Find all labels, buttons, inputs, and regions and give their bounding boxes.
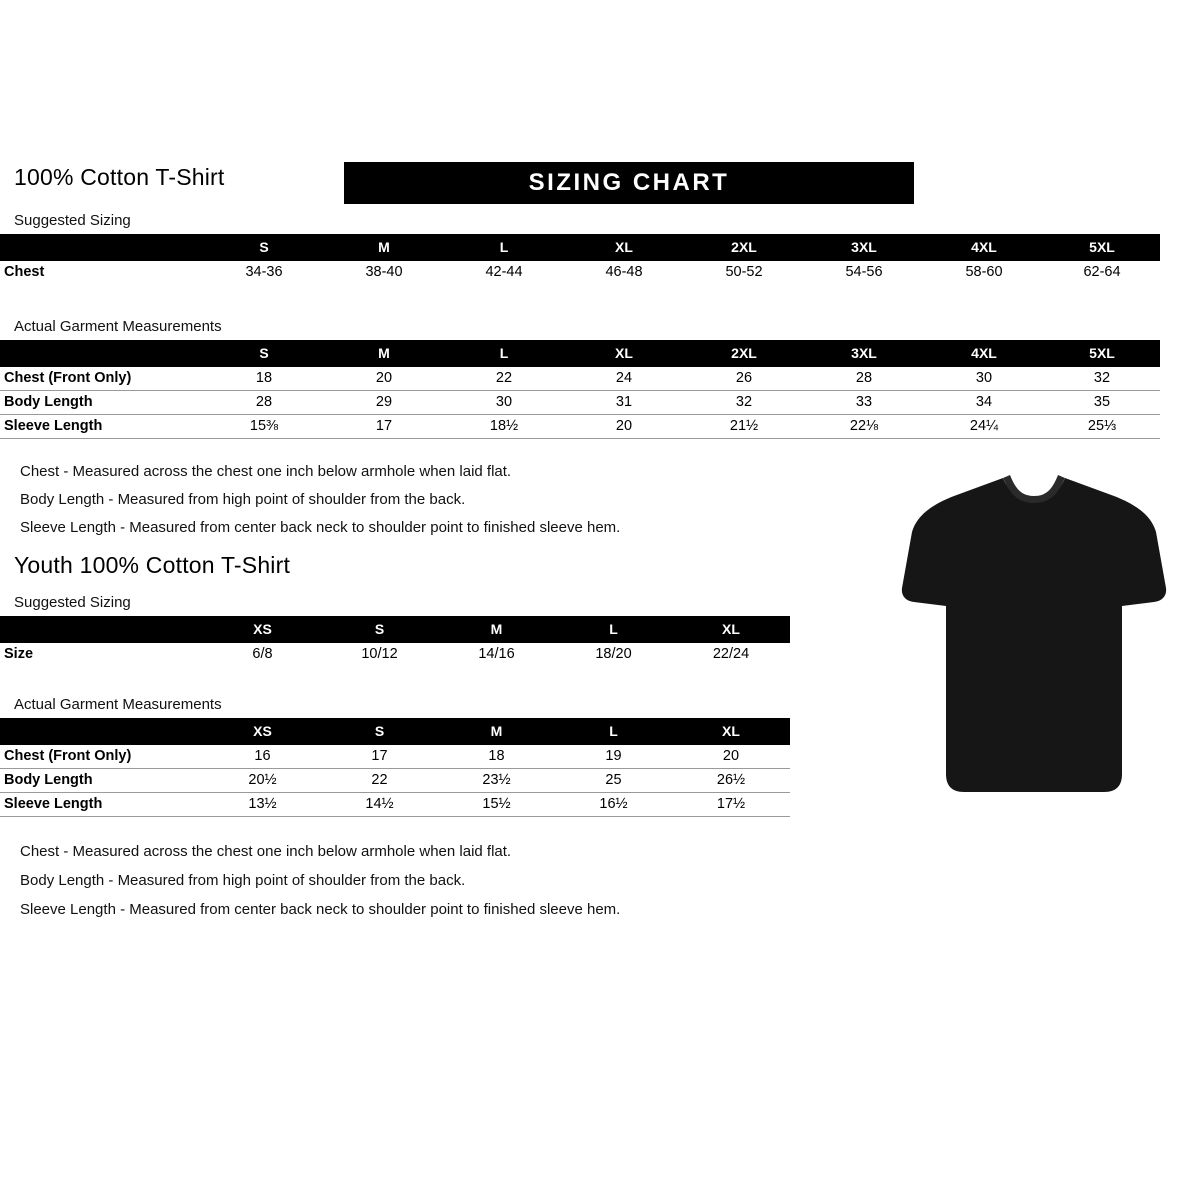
cell: 28 <box>804 367 924 391</box>
adult-note-sleeve-length: Sleeve Length - Measured from center back neck to shoulder point to finished sleeve hem. <box>20 519 621 536</box>
cell: 30 <box>444 391 564 415</box>
row-label: Chest <box>4 264 45 280</box>
cell: 20 <box>672 745 790 769</box>
cell: 18 <box>438 745 555 769</box>
cell: 22 <box>321 769 438 793</box>
row-label: Sleeve Length <box>0 793 204 817</box>
table-row <box>0 793 790 817</box>
adult-title-row <box>14 162 1189 204</box>
youth-title: Youth 100% Cotton T-Shirt <box>14 552 291 578</box>
col-head-3: M <box>438 616 555 643</box>
col-head-0 <box>0 340 204 367</box>
col-head-5: XL <box>672 718 790 745</box>
adult-title: 100% Cotton T-Shirt <box>14 164 225 190</box>
table-row <box>0 769 790 793</box>
table-row <box>0 367 1160 391</box>
table-row <box>0 391 1160 415</box>
cell: 20½ <box>204 769 321 793</box>
col-head-4: XL <box>564 234 684 261</box>
row-label: Chest (Front Only) <box>0 745 204 769</box>
table-row <box>0 745 790 769</box>
sizing-chart-banner <box>344 162 914 204</box>
col-head-2: S <box>321 718 438 745</box>
cell: 25⅓ <box>1044 415 1160 439</box>
cell: 24 <box>564 367 684 391</box>
cell: 17½ <box>672 793 790 817</box>
row-label: Sleeve Length <box>0 415 204 439</box>
cell: 19 <box>555 745 672 769</box>
col-head-1: XS <box>204 616 321 643</box>
col-head-6: 3XL <box>804 234 924 261</box>
cell: 14/16 <box>478 646 515 662</box>
col-head-1: XS <box>204 718 321 745</box>
youth-note-chest: Chest - Measured across the chest one inch below armhole when laid flat. <box>20 843 512 860</box>
col-head-1: S <box>204 340 324 367</box>
col-head-0 <box>0 616 204 643</box>
cell: 46-48 <box>605 264 643 280</box>
cell: 15⅜ <box>204 415 324 439</box>
cell: 21½ <box>684 415 804 439</box>
col-head-2: M <box>324 234 444 261</box>
youth-suggested-sizing-table <box>0 616 790 666</box>
col-head-8: 5XL <box>1044 234 1160 261</box>
table-row <box>0 261 1160 284</box>
cell: 29 <box>324 391 444 415</box>
cell: 13½ <box>204 793 321 817</box>
cell: 18½ <box>444 415 564 439</box>
table-header-row <box>0 718 790 745</box>
col-head-3: L <box>444 340 564 367</box>
youth-actual-measurements-table <box>0 718 790 817</box>
cell: 15½ <box>438 793 555 817</box>
table-header-row <box>0 340 1160 367</box>
col-head-0 <box>0 234 204 261</box>
cell: 33 <box>804 391 924 415</box>
cell: 20 <box>564 415 684 439</box>
cell: 20 <box>324 367 444 391</box>
youth-suggested-sizing-label: Suggested Sizing <box>14 594 131 611</box>
col-head-3: L <box>444 234 564 261</box>
cell: 18/20 <box>595 646 632 662</box>
cell: 31 <box>564 391 684 415</box>
cell: 16 <box>204 745 321 769</box>
table-row <box>0 415 1160 439</box>
col-head-4: XL <box>564 340 684 367</box>
cell: 22⅛ <box>804 415 924 439</box>
col-head-2: M <box>324 340 444 367</box>
cell: 34 <box>924 391 1044 415</box>
cell: 22/24 <box>712 646 750 662</box>
cell: 54-56 <box>845 264 883 280</box>
cell: 17 <box>324 415 444 439</box>
youth-actual-measurements-label: Actual Garment Measurements <box>14 696 222 713</box>
col-head-6: 3XL <box>804 340 924 367</box>
col-head-5: 2XL <box>684 234 804 261</box>
youth-note-sleeve-length: Sleeve Length - Measured from center back neck to shoulder point to finished sleeve hem. <box>20 901 621 918</box>
cell: 24¼ <box>924 415 1044 439</box>
table-row <box>0 643 790 666</box>
cell: 25 <box>555 769 672 793</box>
cell: 26 <box>684 367 804 391</box>
row-label: Body Length <box>0 769 204 793</box>
cell: 50-52 <box>725 264 763 280</box>
row-label: Chest (Front Only) <box>0 367 204 391</box>
adult-suggested-sizing-table <box>0 234 1160 284</box>
cell: 35 <box>1044 391 1160 415</box>
cell: 14½ <box>321 793 438 817</box>
cell: 34-36 <box>245 264 283 280</box>
cell: 6/8 <box>252 646 273 662</box>
col-head-1: S <box>204 234 324 261</box>
adult-suggested-sizing-label: Suggested Sizing <box>14 212 131 229</box>
cell: 32 <box>1044 367 1160 391</box>
col-head-3: M <box>438 718 555 745</box>
tshirt-illustration <box>900 470 1168 800</box>
cell: 22 <box>444 367 564 391</box>
cell: 10/12 <box>361 646 398 662</box>
table-header-row <box>0 234 1160 261</box>
cell: 18 <box>204 367 324 391</box>
youth-note-body-length: Body Length - Measured from high point of shoulder from the back. <box>20 872 466 889</box>
cell: 42-44 <box>485 264 523 280</box>
adult-actual-measurements-label: Actual Garment Measurements <box>14 318 222 335</box>
cell: 17 <box>321 745 438 769</box>
col-head-4: L <box>555 718 672 745</box>
col-head-2: S <box>321 616 438 643</box>
col-head-4: L <box>555 616 672 643</box>
row-label: Size <box>4 646 34 662</box>
adult-actual-measurements-table <box>0 340 1160 439</box>
col-head-5: 2XL <box>684 340 804 367</box>
cell: 16½ <box>555 793 672 817</box>
tshirt-icon <box>900 470 1168 800</box>
sizing-chart-banner-label: SIZING CHART <box>528 169 730 196</box>
cell: 28 <box>204 391 324 415</box>
cell: 26½ <box>672 769 790 793</box>
col-head-8: 5XL <box>1044 340 1160 367</box>
col-head-5: XL <box>672 616 790 643</box>
cell: 38-40 <box>365 264 403 280</box>
cell: 62-64 <box>1083 264 1121 280</box>
table-header-row <box>0 616 790 643</box>
adult-note-body-length: Body Length - Measured from high point of shoulder from the back. <box>20 491 466 508</box>
col-head-0 <box>0 718 204 745</box>
cell: 32 <box>684 391 804 415</box>
row-label: Body Length <box>0 391 204 415</box>
col-head-7: 4XL <box>924 234 1044 261</box>
adult-note-chest: Chest - Measured across the chest one inch below armhole when laid flat. <box>20 463 512 480</box>
cell: 30 <box>924 367 1044 391</box>
cell: 58-60 <box>965 264 1003 280</box>
cell: 23½ <box>438 769 555 793</box>
col-head-7: 4XL <box>924 340 1044 367</box>
